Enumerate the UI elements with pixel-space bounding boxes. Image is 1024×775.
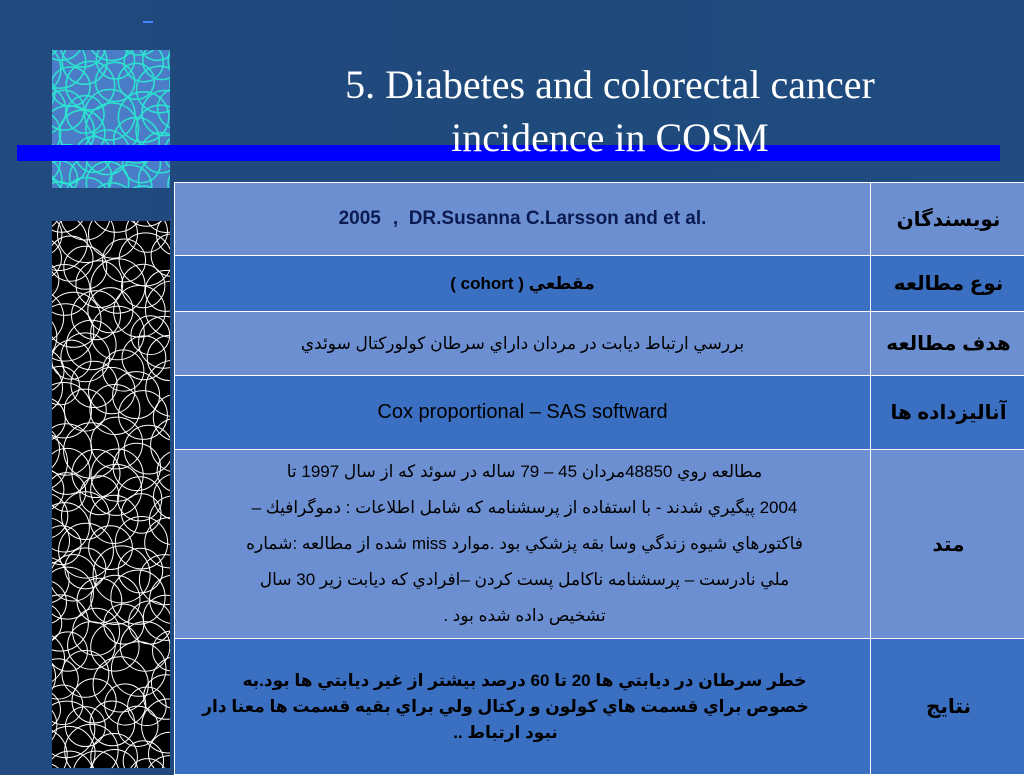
results-line: نبود ارتباط ..	[189, 720, 860, 746]
slide-title-line2: incidence in COSM	[250, 111, 970, 164]
authors-label: نويسندگان	[871, 183, 1024, 256]
results-line: خصوص براي قسمت هاي كولون و ركتال ولي براي بقيه قسمت ها معنا دار	[189, 694, 860, 720]
results-label: نتايج	[871, 639, 1024, 775]
authors-names: DR.Susanna C.Larsson and et al.	[409, 208, 707, 229]
slide-title-line1: 5. Diabetes and colorectal cancer	[250, 58, 970, 111]
decorative-circles-cyan	[52, 50, 170, 188]
decorative-dash	[143, 21, 153, 23]
analysis-value: Cox proportional – SAS softward	[175, 376, 871, 450]
study-goal-value: بررسي ارتباط ديابت در مردان داراي سرطان كولوركتال سوئدي	[175, 312, 871, 376]
authors-value	[175, 183, 871, 256]
method-label: متد	[871, 450, 1024, 639]
method-value	[175, 450, 871, 639]
method-line: تشخيص داده شده بود .	[195, 598, 854, 634]
method-line: ملي نادرست – پرسشنامه ناكامل پست كردن –افرادي كه ديابت زير 30 سال	[195, 562, 854, 598]
authors-year: 2005	[339, 208, 381, 229]
analysis-label: آناليزداده ها	[871, 376, 1024, 450]
table-row-results	[175, 639, 1024, 775]
results-line: خطر سرطان در ديابتي ها 20 تا 60 درصد بيشتر از غير ديابتي ها بود.به	[189, 668, 860, 694]
decorative-circles-dark	[52, 221, 170, 768]
study-type-value: مقطعي ( cohort )	[175, 256, 871, 312]
results-value	[175, 639, 871, 775]
table-row-study-type	[175, 256, 1024, 312]
study-table	[174, 182, 1024, 775]
table-row-authors	[175, 183, 1024, 256]
study-goal-label: هدف مطالعه	[871, 312, 1024, 376]
table-row-method	[175, 450, 1024, 639]
study-type-label: نوع مطالعه	[871, 256, 1024, 312]
method-line: مطالعه روي 48850مردان 45 – 79 ساله در سوئد كه از سال 1997 تا	[195, 454, 854, 490]
slide-title	[250, 58, 970, 164]
method-line: 2004 پيگيري شدند - با استفاده از پرسشنامه كه شامل اطلاعات : دموگرافيك –	[195, 490, 854, 526]
authors-separator: ,	[393, 208, 398, 229]
table-row-analysis	[175, 376, 1024, 450]
table-row-study-goal	[175, 312, 1024, 376]
method-line: فاكتورهاي شيوه زندگي وسا بقه پزشكي بود .موارد miss شده از مطالعه :شماره	[195, 526, 854, 562]
